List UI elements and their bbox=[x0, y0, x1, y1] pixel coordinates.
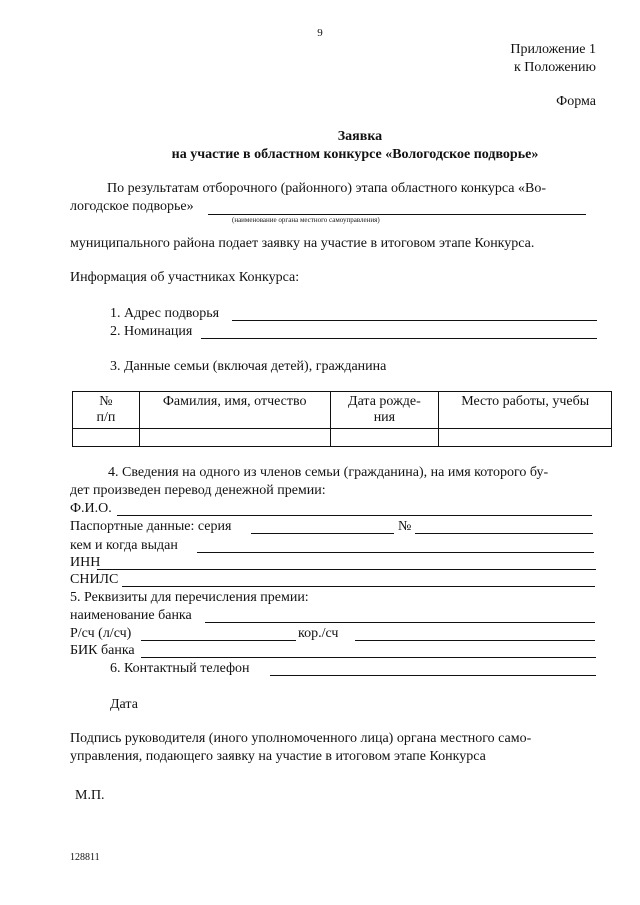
table-cell[interactable] bbox=[330, 429, 439, 447]
column-header-workplace: Место работы, учебы bbox=[439, 392, 612, 429]
snils-line[interactable] bbox=[122, 586, 595, 587]
account-label: Р/сч (л/сч) bbox=[70, 626, 132, 641]
column-header-number: № п/п bbox=[73, 392, 140, 429]
corr-account-label: кор./сч bbox=[298, 626, 339, 641]
signature-line-2: управления, подающего заявку на участие в итоговом этапе Конкурса bbox=[70, 749, 486, 764]
nomination-label: 2. Номинация bbox=[110, 324, 193, 339]
bik-label: БИК банка bbox=[70, 643, 135, 658]
passport-number-label: № bbox=[398, 519, 412, 534]
nomination-line[interactable] bbox=[201, 338, 597, 339]
signature-line-1: Подпись руководителя (иного уполномоченного лица) органа местного само- bbox=[70, 731, 532, 746]
family-data-label: 3. Данные семьи (включая детей), гражданина bbox=[110, 359, 387, 374]
table-cell[interactable] bbox=[73, 429, 140, 447]
family-table bbox=[72, 391, 612, 447]
bank-name-label: наименование банка bbox=[70, 608, 192, 623]
document-code: 128811 bbox=[70, 852, 100, 863]
form-label: Форма bbox=[556, 94, 596, 109]
date-label: Дата bbox=[110, 697, 138, 712]
intro-line-2: логодское подворье» bbox=[70, 199, 194, 214]
inn-line[interactable] bbox=[97, 569, 596, 570]
authority-name-caption: (наименование органа местного самоуправления) bbox=[232, 216, 380, 224]
fio-label: Ф.И.О. bbox=[70, 501, 112, 516]
bank-name-line[interactable] bbox=[205, 622, 595, 623]
phone-label: 6. Контактный телефон bbox=[110, 661, 250, 676]
authority-name-line[interactable] bbox=[208, 214, 586, 215]
family-table-header bbox=[73, 392, 612, 429]
intro-line-1: По результатам отборочного (районного) этапа областного конкурса «Во- bbox=[107, 181, 546, 196]
appendix-line-2: к Положению bbox=[513, 60, 596, 75]
transfer-line-2: дет произведен перевод денежной премии: bbox=[70, 483, 326, 498]
passport-series-line[interactable] bbox=[251, 533, 394, 534]
bik-line[interactable] bbox=[141, 657, 596, 658]
page-number: 9 bbox=[317, 27, 323, 39]
column-header-name: Фамилия, имя, отчество bbox=[139, 392, 330, 429]
bank-heading: 5. Реквизиты для перечисления премии: bbox=[70, 590, 309, 605]
table-cell[interactable] bbox=[439, 429, 612, 447]
address-label: 1. Адрес подворья bbox=[110, 306, 220, 321]
corr-account-line[interactable] bbox=[355, 640, 595, 641]
stamp-label: М.П. bbox=[75, 788, 105, 803]
table-row bbox=[73, 429, 612, 447]
snils-label: СНИЛС bbox=[70, 572, 119, 587]
passport-label: Паспортные данные: серия bbox=[70, 519, 232, 534]
form-title: Заявка bbox=[337, 129, 383, 144]
column-header-birthdate: Дата рожде- ния bbox=[330, 392, 439, 429]
phone-line[interactable] bbox=[270, 675, 596, 676]
transfer-line-1: 4. Сведения на одного из членов семьи (гражданина), на имя которого бу- bbox=[108, 465, 549, 480]
address-line[interactable] bbox=[232, 320, 597, 321]
issued-label: кем и когда выдан bbox=[70, 538, 178, 553]
participants-info: Информация об участниках Конкурса: bbox=[70, 270, 300, 285]
account-line[interactable] bbox=[141, 640, 296, 641]
inn-label: ИНН bbox=[70, 555, 101, 570]
form-subtitle: на участие в областном конкурсе «Вологодское подворье» bbox=[171, 147, 539, 162]
issued-line[interactable] bbox=[197, 552, 594, 553]
intro-line-3: муниципального района подает заявку на участие в итоговом этапе Конкурса. bbox=[70, 236, 535, 251]
appendix-line-1: Приложение 1 bbox=[510, 42, 596, 57]
fio-line[interactable] bbox=[117, 515, 592, 516]
table-cell[interactable] bbox=[139, 429, 330, 447]
passport-number-line[interactable] bbox=[415, 533, 593, 534]
